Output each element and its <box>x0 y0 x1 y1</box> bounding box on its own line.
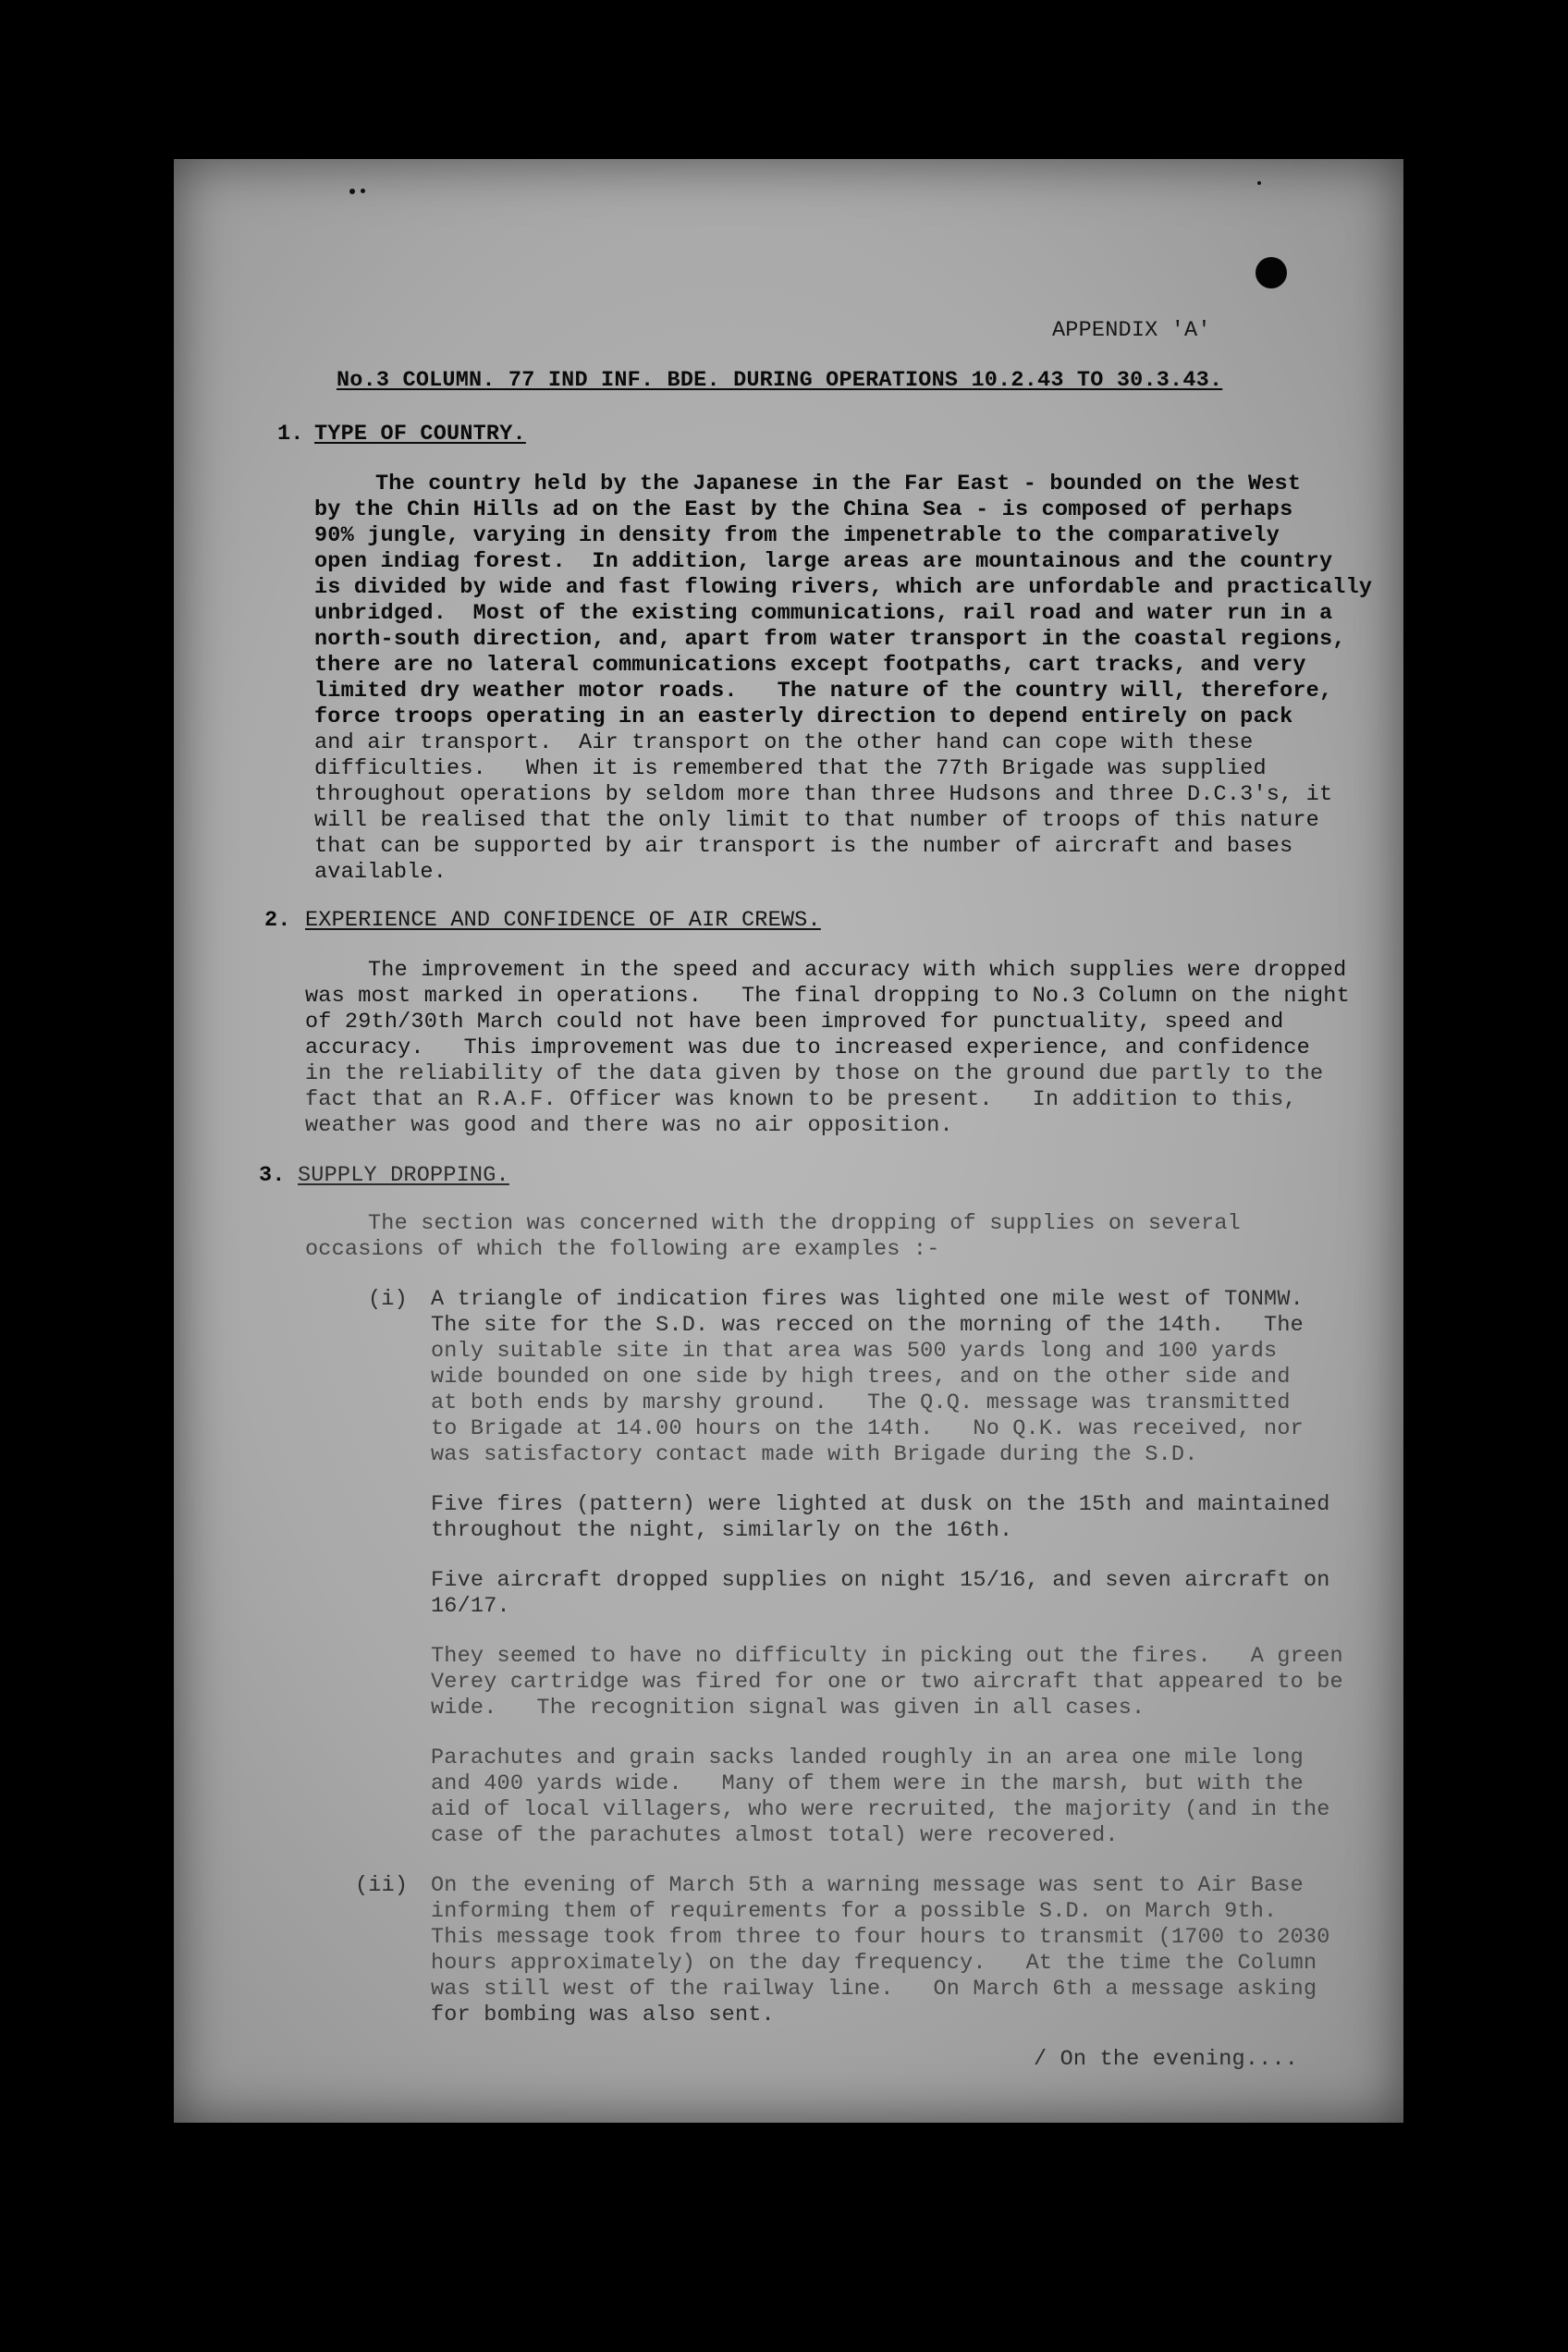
item-i-label: (i) <box>368 1287 408 1312</box>
section-1-line: will be realised that the only limit to that number of troops of this nature <box>314 808 1319 833</box>
item-ii-line: was still west of the railway line. On March 6th a message asking <box>431 1977 1317 2002</box>
section-1-line: force troops operating in an easterly direction to depend entirely on pack <box>314 704 1293 729</box>
item-i-line: 16/17. <box>431 1594 510 1619</box>
section-1-line: north-south direction, and, apart from water transport in the coastal regions, <box>314 627 1346 652</box>
item-i-line: The site for the S.D. was recced on the morning of the 14th. The <box>431 1313 1304 1338</box>
section-1-line: open indiag forest. In addition, large areas are mountainous and the country <box>314 549 1333 574</box>
section-2-line: in the reliability of the data given by those on the ground due partly to the <box>305 1061 1324 1086</box>
item-ii-line: This message took from three to four hours to transmit (1700 to 2030 <box>431 1925 1330 1950</box>
item-i-line: to Brigade at 14.00 hours on the 14th. No Q.K. was received, nor <box>431 1416 1304 1441</box>
document-page <box>174 159 1403 2123</box>
speck-mark <box>349 189 355 194</box>
section-2-number: 2. <box>264 908 291 933</box>
section-1-line: by the Chin Hills ad on the East by the China Sea - is composed of perhaps <box>314 497 1293 522</box>
section-1-line: unbridged. Most of the existing communications, rail road and water run in a <box>314 601 1333 626</box>
item-i-line: and 400 yards wide. Many of them were in the marsh, but with the <box>431 1771 1304 1796</box>
section-2-line: The improvement in the speed and accuracy with which supplies were dropped <box>368 958 1347 983</box>
section-1-number: 1. <box>277 422 304 447</box>
section-1-line: is divided by wide and fast flowing rivers, which are unfordable and practically <box>314 575 1373 600</box>
section-1-line: throughout operations by seldom more than three Hudsons and three D.C.3's, it <box>314 782 1333 807</box>
appendix-label: APPENDIX 'A' <box>1052 318 1211 343</box>
item-i-line: wide bounded on one side by high trees, and on the other side and <box>431 1365 1291 1390</box>
item-i-line: case of the parachutes almost total) were recovered. <box>431 1823 1119 1848</box>
section-2-line: accuracy. This improvement was due to increased experience, and confidence <box>305 1035 1310 1060</box>
item-i-line: was satisfactory contact made with Brigade during the S.D. <box>431 1442 1198 1467</box>
item-i-line: Parachutes and grain sacks landed roughly in an area one mile long <box>431 1746 1304 1770</box>
item-i-line: at both ends by marshy ground. The Q.Q. message was transmitted <box>431 1390 1291 1415</box>
section-1-line: difficulties. When it is remembered that the 77th Brigade was supplied <box>314 756 1267 781</box>
section-3-intro-line: occasions of which the following are examples :- <box>305 1237 940 1262</box>
section-1-line: limited dry weather motor roads. The nature of the country will, therefore, <box>314 679 1333 704</box>
ink-blot <box>1256 257 1287 288</box>
section-2-line: weather was good and there was no air opposition. <box>305 1113 953 1138</box>
item-ii-line: On the evening of March 5th a warning message was sent to Air Base <box>431 1873 1304 1898</box>
item-i-line: They seemed to have no difficulty in picking out the fires. A green <box>431 1644 1343 1669</box>
section-2-line: of 29th/30th March could not have been improved for punctuality, speed and <box>305 1010 1284 1035</box>
section-1-line: there are no lateral communications except footpaths, cart tracks, and very <box>314 653 1306 678</box>
section-2-heading: EXPERIENCE AND CONFIDENCE OF AIR CREWS. <box>305 908 821 933</box>
item-i-line: only suitable site in that area was 500 yards long and 100 yards <box>431 1339 1278 1364</box>
speck-mark <box>361 189 365 193</box>
speck-mark <box>1257 181 1261 185</box>
item-i-line: Five aircraft dropped supplies on night 15/16, and seven aircraft on <box>431 1568 1330 1593</box>
section-3-number: 3. <box>259 1163 286 1188</box>
section-1-line: that can be supported by air transport is the number of aircraft and bases <box>314 834 1293 859</box>
item-i-line: A triangle of indication fires was lighted one mile west of TONMW. <box>431 1287 1304 1312</box>
section-3-heading: SUPPLY DROPPING. <box>298 1163 509 1188</box>
section-1-line: 90% jungle, varying in density from the impenetrable to the comparatively <box>314 523 1280 548</box>
page-title: No.3 COLUMN. 77 IND INF. BDE. DURING OPERATIONS 10.2.43 TO 30.3.43. <box>337 368 1223 393</box>
item-ii-line: informing them of requirements for a possible S.D. on March 9th. <box>431 1899 1278 1924</box>
item-i-line: Verey cartridge was fired for one or two aircraft that appeared to be <box>431 1670 1343 1695</box>
section-1-line: The country held by the Japanese in the Far East - bounded on the West <box>375 472 1302 496</box>
section-2-line: was most marked in operations. The final dropping to No.3 Column on the night <box>305 984 1350 1009</box>
section-2-line: fact that an R.A.F. Officer was known to be present. In addition to this, <box>305 1087 1297 1112</box>
section-1-heading: TYPE OF COUNTRY. <box>314 422 526 447</box>
item-i-line: aid of local villagers, who were recruited, the majority (and in the <box>431 1797 1330 1822</box>
section-1-line: and air transport. Air transport on the other hand can cope with these <box>314 730 1254 755</box>
continuation-note: / On the evening.... <box>1034 2047 1299 2072</box>
item-i-line: wide. The recognition signal was given in all cases. <box>431 1696 1145 1721</box>
item-ii-label: (ii) <box>355 1873 409 1898</box>
item-ii-line: for bombing was also sent. <box>431 2003 775 2027</box>
item-ii-line: hours approximately) on the day frequency. At the time the Column <box>431 1951 1317 1976</box>
section-3-intro-line: The section was concerned with the dropping of supplies on several <box>368 1211 1241 1236</box>
item-i-line: throughout the night, similarly on the 16th. <box>431 1518 1013 1543</box>
item-i-line: Five fires (pattern) were lighted at dusk on the 15th and maintained <box>431 1492 1330 1517</box>
section-1-line: available. <box>314 860 447 885</box>
